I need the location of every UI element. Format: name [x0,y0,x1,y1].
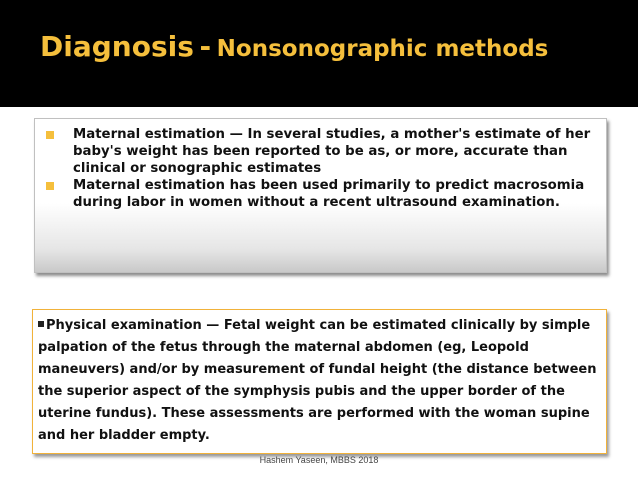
physical-examination-box [32,309,607,454]
title-subtitle: Nonsonographic methods [216,36,549,62]
bullet-item [43,126,598,177]
bullet-text: Maternal estimation has been used primarily to predict macrosomia during labor in women without a recent ultrasound examination. [73,178,585,210]
bullet-list [43,126,598,211]
title-separator: - [199,30,212,63]
square-bullet-icon [46,131,54,139]
title-bar [0,0,638,107]
physical-examination-text: Physical examination — Fetal weight can be estimated clinically by simple palpation of the fetus through the maternal abdomen (eg, Leopold maneuvers) and/or by measurement of fundal height (the distance between the superior aspect of the symphysis pubis and the upper border of the uterine fundus). These assessments are performed with the woman supine and her bladder empty. [38,318,597,443]
bullet-item [43,177,598,211]
maternal-estimation-box [34,118,607,273]
square-bullet-icon [46,182,54,190]
bullet-text: Maternal estimation — In several studies, a mother's estimate of her baby's weight has been reported to be as, or more, accurate than clinical or sonographic estimates [73,127,591,176]
slide-title [40,30,548,63]
square-bullet-icon [38,321,44,327]
footer-credit: Hashem Yaseen, MBBS 2018 [259,455,379,465]
physical-examination-paragraph [38,315,604,447]
title-main: Diagnosis [40,30,194,63]
